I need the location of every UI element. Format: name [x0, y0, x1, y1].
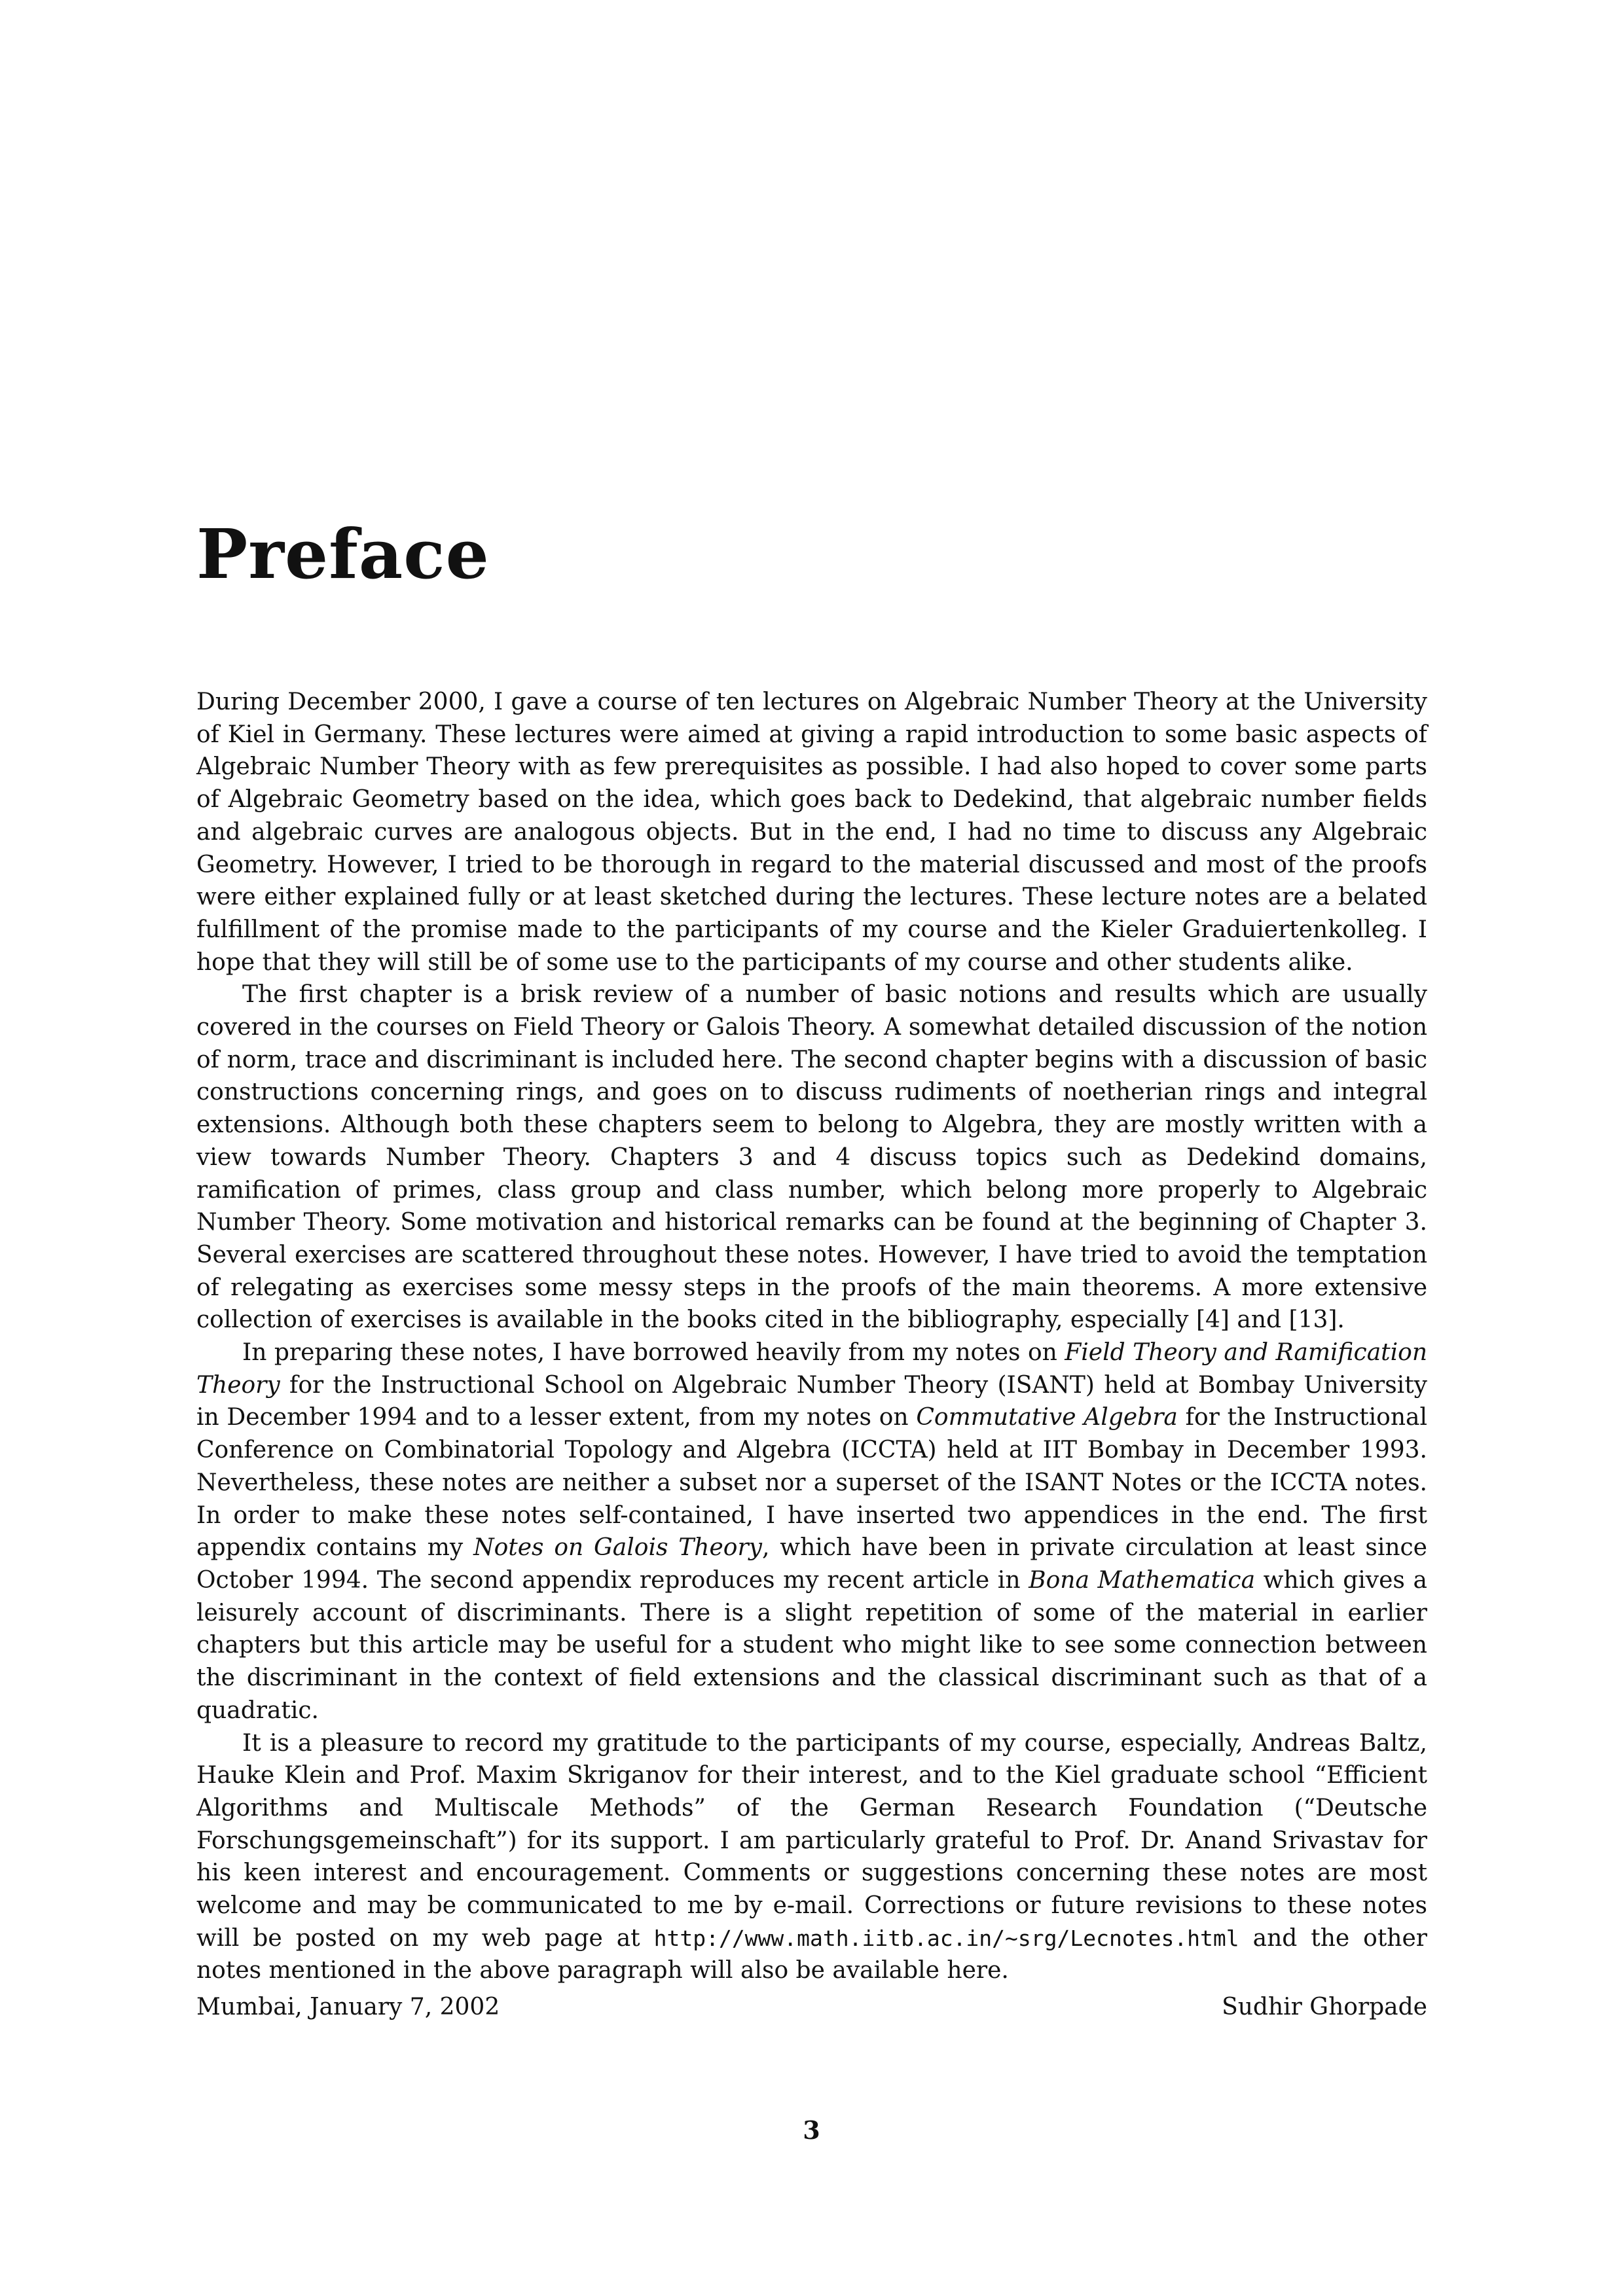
preface-body: [196, 686, 1427, 1987]
paragraph: [196, 978, 1427, 1336]
author-name: Sudhir Ghorpade: [1222, 1994, 1427, 2020]
italic-title: Field Theory and Ramification Theory: [196, 1339, 1428, 1399]
paragraph-text: and the other notes mentioned in the above paragraph will also be available here.: [196, 1924, 1427, 1984]
paragraph-text: for the Instructional School on Algebraic Number Theory (ISANT) held at Bombay University in December 1994 and to a lesser extent, from my notes on: [196, 1371, 1427, 1431]
page-title: Preface: [196, 514, 490, 594]
paragraph-text: It is a pleasure to record my gratitude to the participants of my course, especially, Andreas Baltz, Hauke Klein and Prof. Maxim Skriganov for their interest, and to the Kiel graduate school “Efficient Algorithms and Multiscale Methods” of the German Research Foundation (“Deutsche Forschungsgemeinschaft”) for its support. I am particularly grateful to Prof. Dr. Anand Srivastav for his keen interest and encouragement. Comments or suggestions concerning these notes are most welcome and may be communicated to me by e-mail. Corrections or future revisions to these notes will be posted on my web page at: [196, 1729, 1427, 1952]
paragraph-text: , which have been in private circulation at least since October 1994. The second appendix reproduces my recent article in: [196, 1534, 1427, 1594]
paragraph-text: In preparing these notes, I have borrowed heavily from my notes on: [242, 1339, 1065, 1367]
italic-title: Bona Mathematica: [1029, 1566, 1256, 1594]
paragraph: [196, 686, 1427, 978]
italic-title: Commutative Algebra: [916, 1404, 1178, 1431]
web-page-url: http://www.math.iitb.ac.in/∼srg/Lecnotes.html: [653, 1925, 1239, 1951]
signoff: [196, 1991, 1427, 2024]
paragraph: [196, 1336, 1427, 1727]
place-date: Mumbai, January 7, 2002: [196, 1994, 500, 2020]
paragraph-text: The first chapter is a brisk review of a number of basic notions and results which are usually covered in the courses on Field Theory or Galois Theory. A somewhat detailed discussion of the notion of norm, trace and discriminant is included here. The second chapter begins with a discussion of basic constructions concerning rings, and goes on to discuss rudiments of noetherian rings and integral extensions. Although both these chapters seem to belong to Algebra, they are mostly written with a view towards Number Theory. Chapters 3 and 4 discuss topics such as Dedekind domains, ramification of primes, class group and class number, which belong more properly to Algebraic Number Theory. Some motivation and historical remarks can be found at the beginning of Chapter 3. Several exercises are scattered throughout these notes. However, I have tried to avoid the temptation of relegating as exercises some messy steps in the proofs of the main theorems. A more extensive collection of exercises is available in the books cited in the bibliography, especially [4] and [13].: [196, 981, 1427, 1334]
italic-title: Notes on Galois Theory: [473, 1534, 763, 1562]
page-number: 3: [803, 2115, 820, 2145]
paragraph-text: which gives a leisurely account of discriminants. There is a slight repetition of some of the material in earlier chapters but this article may be useful for a student who might like to see some connection between the discriminant in the context of field extensions and the classical discriminant such as that of a quadratic.: [196, 1566, 1427, 1724]
paragraph-text: During December 2000, I gave a course of ten lectures on Algebraic Number Theory at the University of Kiel in Germany. These lectures were aimed at giving a rapid introduction to some basic aspects of Algebraic Number Theory with as few prerequisites as possible. I had also hoped to cover some parts of Algebraic Geometry based on the idea, which goes back to Dedekind, that algebraic number fields and algebraic curves are analogous objects. But in the end, I had no time to discuss any Algebraic Geometry. However, I tried to be thorough in regard to the material discussed and most of the proofs were either explained fully or at least sketched during the lectures. These lecture notes are a belated fulfillment of the promise made to the participants of my course and the Kieler Graduiertenkolleg. I hope that they will still be of some use to the participants of my course and other students alike.: [196, 689, 1427, 976]
paragraph-text: for the Instructional Conference on Combinatorial Topology and Algebra (ICCTA) held at IIT Bombay in December 1993. Nevertheless, these notes are neither a subset nor a superset of the ISANT Notes or the ICCTA notes. In order to make these notes self-contained, I have inserted two appendices in the end. The first appendix contains my: [196, 1404, 1427, 1562]
paragraph: [196, 1727, 1427, 1988]
